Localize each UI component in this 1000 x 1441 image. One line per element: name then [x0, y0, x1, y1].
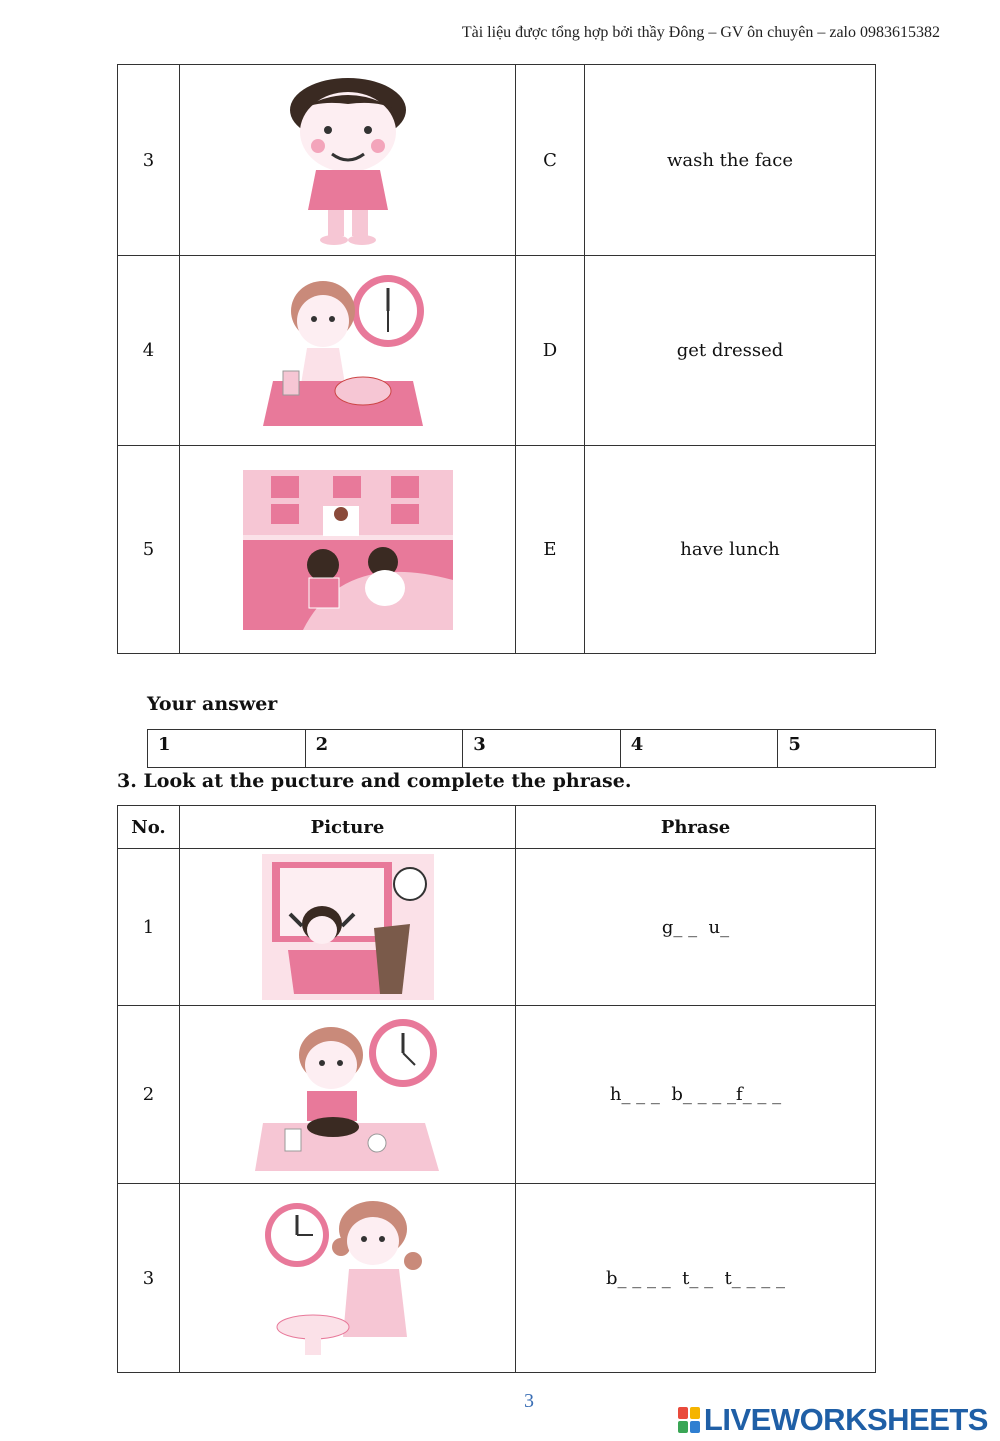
header-no: No.	[118, 806, 180, 849]
answer-cell-4[interactable]: 4	[621, 730, 779, 767]
girl-brushing-teeth-icon	[263, 1197, 433, 1359]
picture-cell	[180, 1184, 516, 1373]
girl-waking-up-icon	[262, 854, 434, 1000]
children-going-to-school-icon	[243, 470, 453, 630]
brand-grid-icon	[678, 1407, 700, 1433]
picture-cell	[180, 1006, 516, 1184]
answer-grid	[147, 729, 936, 768]
option-letter: D	[516, 256, 585, 446]
table-row	[118, 446, 876, 654]
row-number: 1	[118, 849, 180, 1006]
table-row	[118, 1006, 876, 1184]
girl-eating-breakfast-icon	[263, 266, 433, 436]
phrase-table	[117, 805, 876, 1373]
picture-cell	[180, 849, 516, 1006]
page-number: 3	[524, 1390, 534, 1412]
table-row	[118, 256, 876, 446]
header-note: Tài liệu được tổng hợp bởi thầy Đông – GV ôn chuyên – zalo 0983615382	[461, 24, 940, 41]
option-phrase: wash the face	[585, 65, 876, 256]
matching-table	[117, 64, 876, 654]
table-header-row	[118, 806, 876, 849]
row-number: 4	[118, 256, 180, 446]
answer-cell-1[interactable]: 1	[148, 730, 306, 767]
answer-cell-3[interactable]: 3	[463, 730, 621, 767]
answer-cell-2[interactable]: 2	[306, 730, 464, 767]
table-row	[118, 65, 876, 256]
row-number: 5	[118, 446, 180, 654]
table-row	[118, 849, 876, 1006]
option-phrase: get dressed	[585, 256, 876, 446]
table-row	[118, 1184, 876, 1373]
picture-cell	[180, 446, 516, 654]
phrase-blank[interactable]: g_ _ u_	[516, 849, 876, 1006]
brand-text: LIVEWORKSHEETS	[703, 1402, 988, 1437]
row-number: 3	[118, 1184, 180, 1373]
section-3-title: 3. Look at the pucture and complete the phrase.	[117, 770, 632, 792]
picture-cell	[180, 65, 516, 256]
boy-standing-icon	[258, 70, 438, 250]
liveworksheets-logo	[678, 1402, 988, 1438]
phrase-blank[interactable]: b_ _ _ _ t_ _ t_ _ _ _	[516, 1184, 876, 1373]
option-letter: C	[516, 65, 585, 256]
header-picture: Picture	[180, 806, 516, 849]
row-number: 2	[118, 1006, 180, 1184]
header-phrase: Phrase	[516, 806, 876, 849]
option-phrase: have lunch	[585, 446, 876, 654]
option-letter: E	[516, 446, 585, 654]
row-number: 3	[118, 65, 180, 256]
phrase-blank[interactable]: h_ _ _ b_ _ _ _f_ _ _	[516, 1006, 876, 1184]
picture-cell	[180, 256, 516, 446]
answer-cell-5[interactable]: 5	[788, 734, 801, 755]
girl-having-breakfast-icon	[255, 1015, 441, 1175]
your-answer-label: Your answer	[147, 693, 278, 715]
